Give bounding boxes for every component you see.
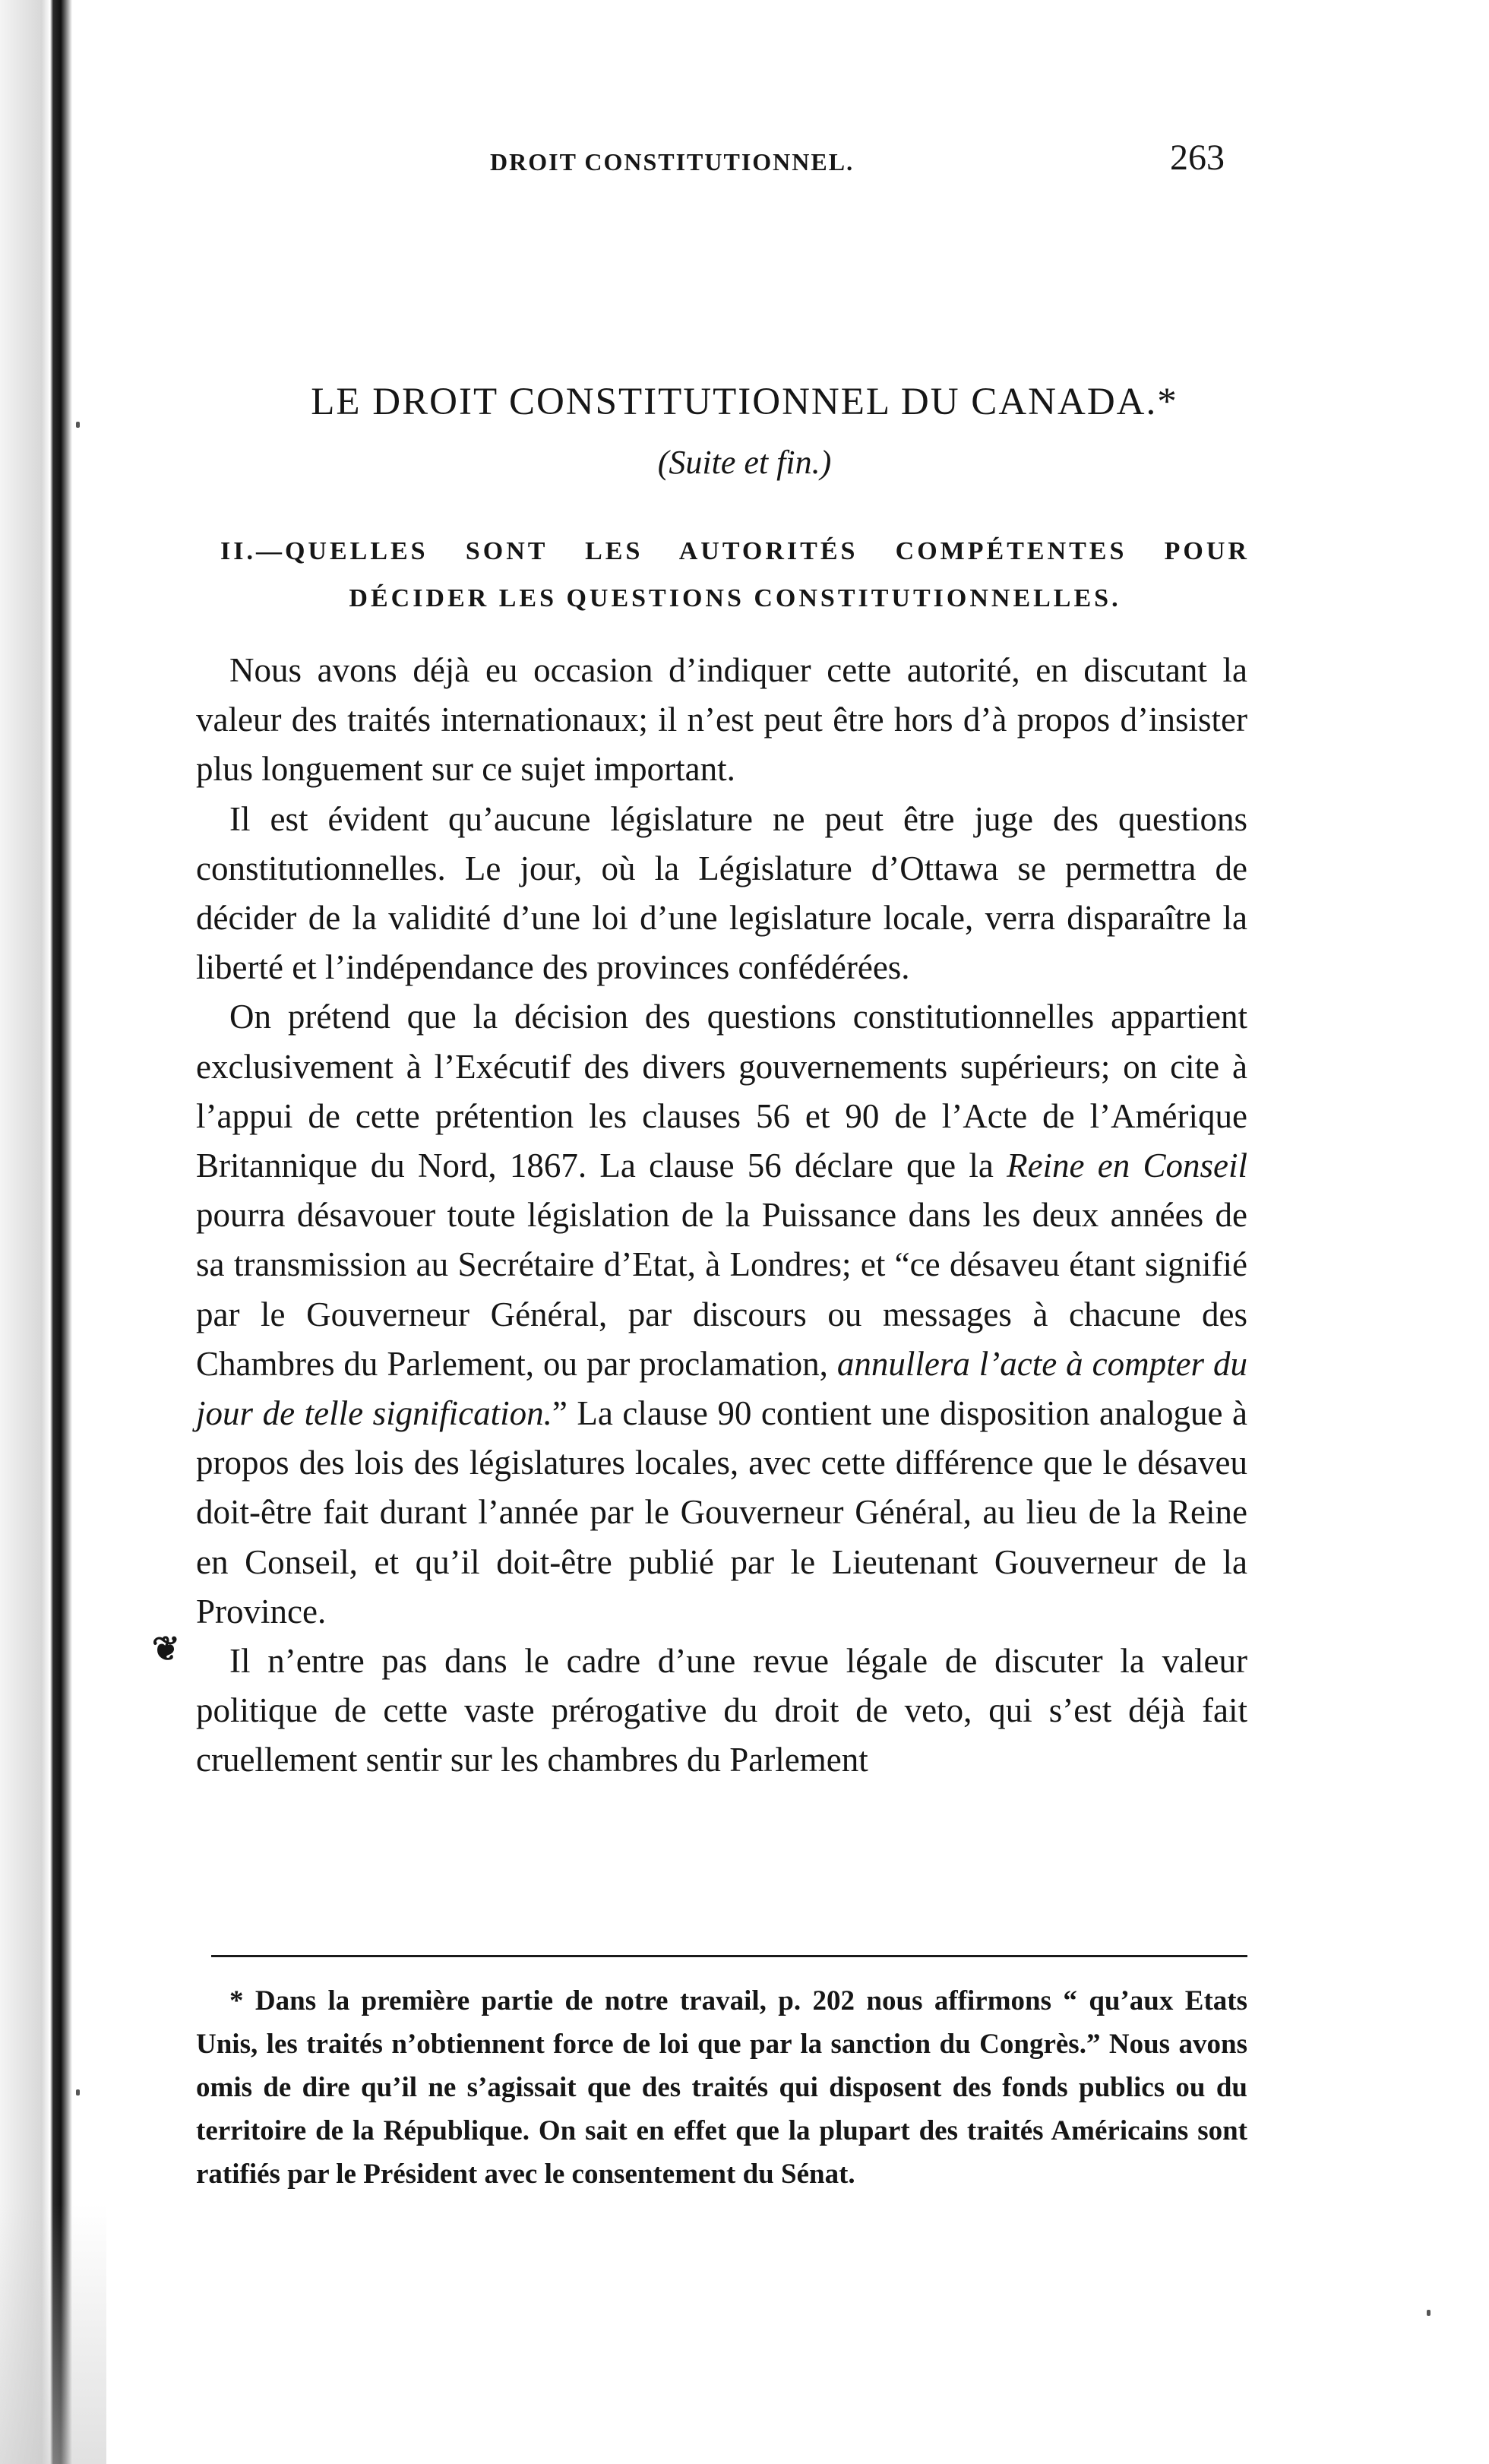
article-subtitle: (Suite et fin.) bbox=[657, 444, 832, 481]
paragraph-3-text-a: On prétend que la décision des questions constitutionnelles appartient exclusivement à l’Exécutif des divers gouvernements supérieurs; on cite à l’appui de cette prétention les clauses 56 et 90 de l’Acte de l’Amérique Britannique du Nord, 1867. La clause 56 déclare que la bbox=[196, 998, 1247, 1185]
paragraph-3 bbox=[196, 992, 1247, 1637]
ink-speck bbox=[76, 2089, 80, 2096]
footnote-rule bbox=[211, 1955, 1247, 1957]
ink-speck bbox=[76, 422, 80, 428]
article-title: LE DROIT CONSTITUTIONNEL DU CANADA.* bbox=[311, 381, 1178, 423]
paragraph-1: Nous avons déjà eu occasion d’indiquer cette autorité, en discutant la valeur des traités internationaux; il n’est peut être hors d’à propos d’insister plus longuement sur ce sujet important. bbox=[196, 651, 1247, 789]
paragraph-3-italic-a: Reine en Conseil bbox=[1007, 1147, 1247, 1185]
paragraph-3-text-b: pourra désavouer toute législation de la Puissance dans les deux années de sa transmission au Secrétaire d’Etat, à Londres; et “ce désaveu étant signifié par le Gouverneur Général, par discours ou messages à chacune des Chambres du Parlement, ou par proclamation, bbox=[196, 1196, 1247, 1383]
page-shadow bbox=[0, 2203, 106, 2464]
footnote bbox=[196, 1979, 1247, 2196]
footnote-text: * Dans la première partie de notre travail, p. 202 nous affirmons “ qu’aux Etats Unis, les traités n’obtiennent force de loi que par la sanction du Congrès.” Nous avons omis de dire qu’il ne s’agissait que des traités qui disposent des fonds publics ou du territoire de la République. On sait en effet que la plupart des traités Américains sont ratifiés par le Président avec le consentement du Sénat. bbox=[196, 1985, 1247, 2190]
margin-mark: ❦ bbox=[152, 1631, 180, 1668]
article-body bbox=[196, 646, 1247, 1786]
paragraph-3-text-c: ” La clause 90 contient une disposition analogue à propos des lois des législatures locales, avec cette différence que le désaveu doit-être fait durant l’année par le Gouverneur Général, au lieu de la Reine en Conseil, et qu’il doit-être publié par le Lieutenant Gouverneur de la Province. bbox=[196, 1394, 1247, 1631]
paragraph-3-italic-b: annullera l’acte à compter du jour de telle signification. bbox=[196, 1344, 1247, 1433]
ink-speck bbox=[1427, 2310, 1431, 2316]
section-heading: II.—QUELLES SONT LES AUTORITÉS COMPÉTENTES POUR DÉCIDER LES QUESTIONS CONSTITUTIONNELLES. bbox=[220, 537, 1250, 612]
paragraph-2: Il est évident qu’aucune législature ne peut être juge des questions constitutionnelles. Le jour, où la Législature d’Ottawa se permettra de décider de la validité d’une loi d’une legislature locale, verra disparaître la liberté et l’indépendance des provinces confédérées. bbox=[196, 799, 1247, 987]
paragraph-4: Il n’entre pas dans le cadre d’une revue légale de discuter la valeur politique de cette vaste prérogative du droit de veto, qui s’est déjà fait cruellement sentir sur les chambres du Parlement bbox=[196, 1642, 1247, 1779]
running-title: DROIT CONSTITUTIONNEL. bbox=[490, 148, 855, 176]
page-number: 263 bbox=[1170, 138, 1225, 178]
running-head bbox=[0, 137, 1489, 190]
book-spine-edge bbox=[0, 0, 72, 2464]
